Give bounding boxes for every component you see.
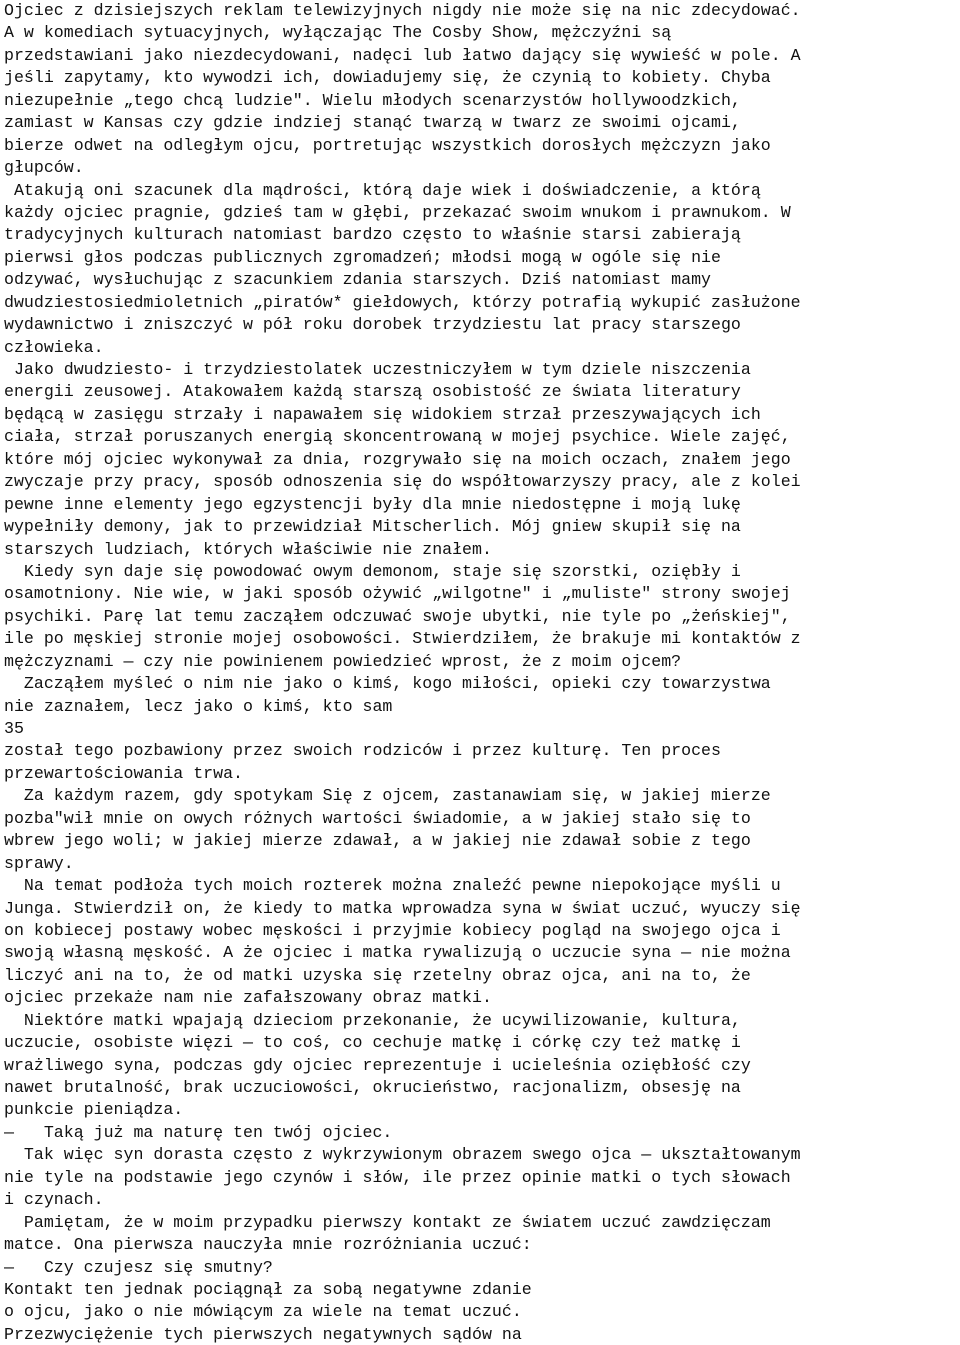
document-text-body	[4, 0, 960, 1345]
text-line: dwudziestosiedmioletnich „piratów* giełdowych, którzy potrafią wykupić zasłużone	[4, 292, 801, 312]
text-line: Atakują oni szacunek dla mądrości, którą daje wiek i doświadczenie, a którą	[4, 180, 761, 200]
text-line: starszych ludziach, których właściwie nie znałem.	[4, 539, 492, 559]
text-line: Za każdym razem, gdy spotykam Się z ojcem, zastanawiam się, w jakiej mierze	[4, 786, 771, 806]
text-line: bierze odwet na odległym ojcu, portretując wszystkich dorosłych mężczyzn jako	[4, 135, 771, 155]
text-line: osamotniony. Nie wie, w jaki sposób ożywić „wilgotne" i „muliste" strony swojej	[4, 584, 791, 604]
text-line: pozba"wił mnie on owych różnych wartości świadomie, a w jakiej stało się to	[4, 808, 751, 828]
text-line: Niektóre matki wpajają dzieciom przekonanie, że ucywilizowanie, kultura,	[4, 1010, 741, 1030]
text-line: swoją własną męskość. A że ojciec i matka rywalizują o uczucie syna — nie można	[4, 943, 791, 963]
text-line: zamiast w Kansas czy gdzie indziej stanąć twarzą w twarz ze swoimi ojcami,	[4, 113, 741, 133]
text-line: odzywać, wysłuchując z szacunkiem zdania starszych. Dziś natomiast mamy	[4, 270, 712, 290]
text-line: uczucie, osobiste więzi — to coś, co cechuje matkę i córkę czy też matkę i	[4, 1033, 741, 1053]
text-line: nawet brutalność, brak uczuciowości, okrucieństwo, racjonalizm, obsesję na	[4, 1078, 741, 1097]
text-line: Jako dwudziesto- i trzydziestolatek uczestniczyłem w tym dziele niszczenia	[4, 360, 751, 379]
text-line: Junga. Stwierdził on, że kiedy to matka wprowadza syna w świat uczuć, wyuczy się	[4, 898, 801, 918]
text-line: Kontakt ten jednak pociągnął za sobą negatywne zdanie	[4, 1279, 532, 1299]
text-line: pewne inne elementy jego egzystencji były dla mnie niedostępne i moją lukę	[4, 494, 741, 514]
text-line: matce. Ona pierwsza nauczyła mnie rozróżniania uczuć:	[4, 1235, 532, 1255]
text-line: Kiedy syn daje się powodować owym demonom, staje się szorstki, oziębły i	[4, 561, 741, 581]
text-line: jeśli zapytamy, kto wywodzi ich, dowiadujemy się, że czynią to kobiety. Chyba	[4, 68, 771, 88]
text-line: człowieka.	[4, 337, 104, 357]
text-line: nie tyle na podstawie jego czynów i słów, ile przez opinie matki o tych słowach	[4, 1167, 791, 1187]
text-line: Ojciec z dzisiejszych reklam telewizyjnych nigdy nie może się na nic zdecydować.	[4, 1, 801, 20]
text-line: nie zaznałem, lecz jako o kimś, kto sam	[4, 696, 393, 716]
text-line: przedstawiani jako niezdecydowani, nadęci lub łatwo dający się wywieść w pole. A	[4, 45, 801, 65]
text-line: energii zeusowej. Atakowałem każdą starszą osobistość ze świata literatury	[4, 382, 741, 402]
text-line: ojciec przekaże nam nie zafałszowany obraz matki.	[4, 988, 492, 1008]
text-line: psychiki. Parę lat temu zacząłem odczuwać swoje ubytki, nie tyle po „żeńskiej",	[4, 606, 791, 626]
text-line: które mój ojciec wykonywał za dnia, rozgrywało się na moich oczach, znałem jego	[4, 449, 791, 469]
text-line: liczyć ani na to, że od matki uzyska się rzetelny obraz ojca, ani na to, że	[4, 965, 751, 985]
text-line: A w komediach sytuacyjnych, wyłączając The Cosby Show, mężczyźni są	[4, 23, 672, 43]
text-line: Na temat podłoża tych moich rozterek można znaleźć pewne niepokojące myśli u	[4, 876, 781, 896]
text-line: i czynach.	[4, 1190, 104, 1210]
text-line: tradycyjnych kulturach natomiast bardzo często to właśnie starsi zabierają	[4, 225, 741, 245]
text-line: ciała, strzał poruszanych energią skoncentrowaną w mojej psychice. Wiele zajęć,	[4, 427, 791, 447]
text-line: Przezwyciężenie tych pierwszych negatywnych sądów na	[4, 1324, 522, 1344]
text-line: o ojcu, jako o nie mówiącym za wiele na temat uczuć.	[4, 1302, 522, 1322]
text-line: wydawnictwo i zniszczyć w pół roku dorobek trzydziestu lat pracy starszego	[4, 315, 741, 335]
text-line: punkcie pieniądza.	[4, 1100, 184, 1120]
text-line: 35	[4, 719, 24, 738]
text-line: został tego pozbawiony przez swoich rodziców i przez kulturę. Ten proces	[4, 741, 721, 761]
text-line: sprawy.	[4, 853, 74, 873]
text-line: przewartościowania trwa.	[4, 763, 243, 783]
text-line: on kobiecej postawy wobec męskości i przyjmie kobiecy pogląd na swojego ojca i	[4, 920, 781, 940]
text-line: zwyczaje przy pracy, sposób odnoszenia się do współtowarzyszy pracy, ale z kolei	[4, 472, 801, 492]
text-line: wbrew jego woli; w jakiej mierze zdawał, a w jakiej nie zdawał sobie z tego	[4, 831, 751, 851]
text-line: wypełniły demony, jak to przewidział Mitscherlich. Mój gniew skupił się na	[4, 517, 741, 537]
text-line: — Czy czujesz się smutny?	[4, 1257, 273, 1277]
text-line: Pamiętam, że w moim przypadku pierwszy kontakt ze światem uczuć zawdzięczam	[4, 1212, 771, 1232]
text-line: głupców.	[4, 158, 84, 178]
text-line: wrażliwego syna, podczas gdy ojciec reprezentuje i ucieleśnia oziębłość czy	[4, 1055, 751, 1075]
text-line: niezupełnie „tego chcą ludzie". Wielu młodych scenarzystów hollywoodzkich,	[4, 90, 741, 110]
text-line: będącą w zasięgu strzały i napawałem się widokiem strzał przeszywających ich	[4, 404, 761, 424]
text-line: każdy ojciec pragnie, gdzieś tam w głębi, przekazać swoim wnukom i prawnukom. W	[4, 202, 791, 222]
text-line: Tak więc syn dorasta często z wykrzywionym obrazem swego ojca — ukształtowanym	[4, 1145, 801, 1165]
document-page	[4, 0, 960, 1345]
text-line: ile po męskiej stronie mojej osobowości. Stwierdziłem, że brakuje mi kontaktów z	[4, 629, 801, 649]
text-line: — Taką już ma naturę ten twój ojciec.	[4, 1122, 393, 1142]
text-line: mężczyznami — czy nie powinienem powiedzieć wprost, że z moim ojcem?	[4, 651, 682, 671]
text-line: Zacząłem myśleć o nim nie jako o kimś, kogo miłości, opieki czy towarzystwa	[4, 674, 771, 694]
text-line: pierwsi głos podczas publicznych zgromadzeń; młodsi mogą w ogóle się nie	[4, 247, 721, 267]
